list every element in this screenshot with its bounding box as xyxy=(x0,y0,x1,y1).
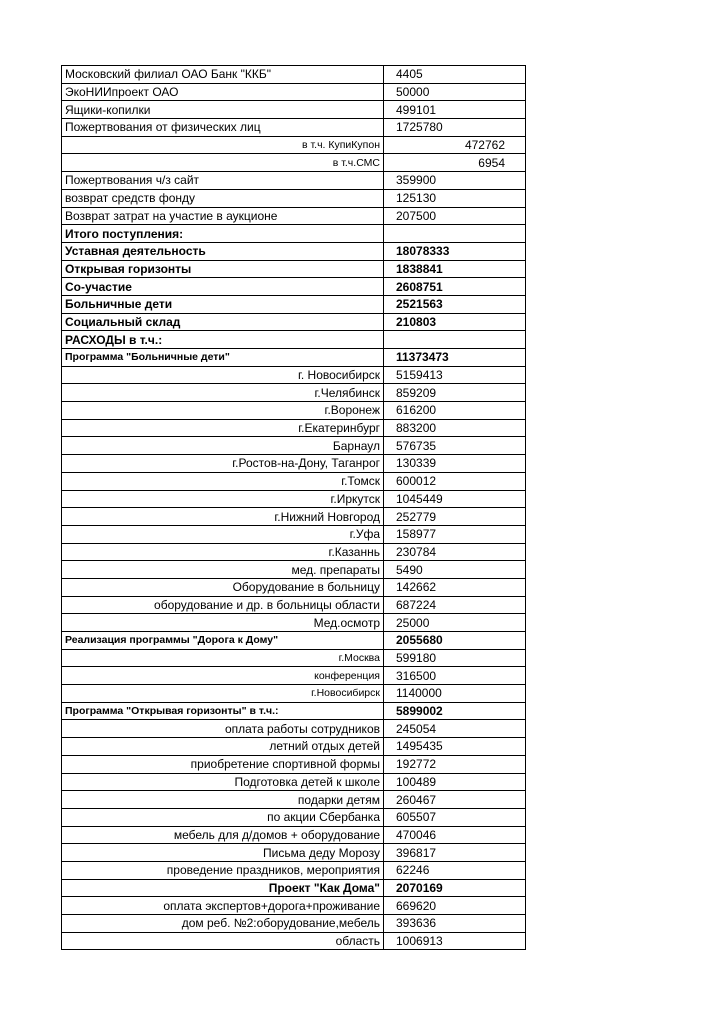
table-row xyxy=(62,101,526,119)
row-label: г.Москва xyxy=(62,649,384,667)
table-row xyxy=(62,278,526,296)
table-row xyxy=(62,632,526,650)
row-value: 192772 xyxy=(384,755,526,773)
row-value: 210803 xyxy=(384,313,526,331)
row-label: приобретение спортивной формы xyxy=(62,755,384,773)
row-label: г.Новосибирск xyxy=(62,685,384,703)
row-value: 230784 xyxy=(384,543,526,561)
row-value: 100489 xyxy=(384,773,526,791)
row-value: 25000 xyxy=(384,614,526,632)
row-value: 396817 xyxy=(384,844,526,862)
row-value: 470046 xyxy=(384,826,526,844)
row-label: Барнаул xyxy=(62,437,384,455)
table-row xyxy=(62,755,526,773)
table-row xyxy=(62,738,526,756)
row-value: 11373473 xyxy=(384,349,526,367)
table-row xyxy=(62,773,526,791)
row-label: Итого поступления: xyxy=(62,225,384,243)
row-label: г.Екатеринбург xyxy=(62,419,384,437)
row-label: оплата экспертов+дорога+проживание xyxy=(62,897,384,915)
row-label: Пожертвования ч/з сайт xyxy=(62,172,384,190)
table-row xyxy=(62,720,526,738)
row-value: 245054 xyxy=(384,720,526,738)
table-row xyxy=(62,932,526,950)
table-row xyxy=(62,844,526,862)
row-value: 252779 xyxy=(384,508,526,526)
row-label: Ящики-копилки xyxy=(62,101,384,119)
row-label: г.Ростов-на-Дону, Таганрог xyxy=(62,455,384,473)
row-label: в т.ч. КупиКупон xyxy=(62,136,384,154)
table-row xyxy=(62,649,526,667)
row-value: 5490 xyxy=(384,561,526,579)
row-value: 687224 xyxy=(384,596,526,614)
table-row xyxy=(62,861,526,879)
table-row xyxy=(62,207,526,225)
row-value: 158977 xyxy=(384,525,526,543)
row-label: г.Нижний Новгород xyxy=(62,508,384,526)
row-value: 125130 xyxy=(384,189,526,207)
table-row xyxy=(62,225,526,243)
row-value: 599180 xyxy=(384,649,526,667)
row-value: 1140000 xyxy=(384,685,526,703)
row-label: Больничные дети xyxy=(62,295,384,313)
table-row xyxy=(62,826,526,844)
row-value: 883200 xyxy=(384,419,526,437)
row-value: 1495435 xyxy=(384,738,526,756)
table-row xyxy=(62,437,526,455)
row-value: 669620 xyxy=(384,897,526,915)
table-row xyxy=(62,596,526,614)
row-label: дом реб. №2:оборудование,мебель xyxy=(62,915,384,933)
table-row xyxy=(62,791,526,809)
row-label: г.Уфа xyxy=(62,525,384,543)
row-label: г.Томск xyxy=(62,472,384,490)
table-row xyxy=(62,808,526,826)
row-value: 5159413 xyxy=(384,366,526,384)
row-label: ЭкоНИИпроект ОАО xyxy=(62,83,384,101)
report-table xyxy=(61,65,526,950)
row-value: 472762 xyxy=(384,136,526,154)
row-value: 130339 xyxy=(384,455,526,473)
table-row xyxy=(62,508,526,526)
row-label: г.Казаннь xyxy=(62,543,384,561)
row-value: 207500 xyxy=(384,207,526,225)
row-label: Реализация программы "Дорога к Дому" xyxy=(62,632,384,650)
row-label: РАСХОДЫ в т.ч.: xyxy=(62,331,384,349)
table-row xyxy=(62,119,526,137)
table-row xyxy=(62,614,526,632)
table-row xyxy=(62,349,526,367)
row-value: 1045449 xyxy=(384,490,526,508)
row-value: 4405 xyxy=(384,66,526,84)
row-value: 605507 xyxy=(384,808,526,826)
table-row xyxy=(62,578,526,596)
table-row xyxy=(62,455,526,473)
table-row xyxy=(62,561,526,579)
row-value: 499101 xyxy=(384,101,526,119)
table-row xyxy=(62,667,526,685)
table-row xyxy=(62,83,526,101)
row-label: проведение праздников, мероприятия xyxy=(62,861,384,879)
table-row xyxy=(62,242,526,260)
row-value: 2055680 xyxy=(384,632,526,650)
row-label: Проект "Как Дома" xyxy=(62,879,384,897)
row-value: 616200 xyxy=(384,402,526,420)
table-row xyxy=(62,313,526,331)
table-row xyxy=(62,543,526,561)
row-label: Подготовка детей к школе xyxy=(62,773,384,791)
row-value: 316500 xyxy=(384,667,526,685)
table-row xyxy=(62,879,526,897)
row-label: Письма деду Морозу xyxy=(62,844,384,862)
table-row xyxy=(62,897,526,915)
table-row xyxy=(62,366,526,384)
row-label: Московский филиал ОАО Банк "ККБ" xyxy=(62,66,384,84)
row-label: Оборудование в больницу xyxy=(62,578,384,596)
row-value: 576735 xyxy=(384,437,526,455)
row-label: Открывая горизонты xyxy=(62,260,384,278)
row-label: Пожертвования от физических лиц xyxy=(62,119,384,137)
table-row xyxy=(62,154,526,172)
row-label: возврат средств фонду xyxy=(62,189,384,207)
row-label: мед. препараты xyxy=(62,561,384,579)
table-row xyxy=(62,472,526,490)
table-row xyxy=(62,402,526,420)
row-value: 1006913 xyxy=(384,932,526,950)
table-row xyxy=(62,331,526,349)
table-row xyxy=(62,384,526,402)
row-label: г.Челябинск xyxy=(62,384,384,402)
table-row xyxy=(62,419,526,437)
row-value: 600012 xyxy=(384,472,526,490)
row-value: 393636 xyxy=(384,915,526,933)
row-label: г.Воронеж xyxy=(62,402,384,420)
row-label: Социальный склад xyxy=(62,313,384,331)
row-label: Возврат затрат на участие в аукционе xyxy=(62,207,384,225)
row-value xyxy=(384,331,526,349)
table-row xyxy=(62,260,526,278)
row-value: 1838841 xyxy=(384,260,526,278)
row-label: подарки детям xyxy=(62,791,384,809)
row-value: 5899002 xyxy=(384,702,526,720)
row-label: Программа "Открывая горизонты" в т.ч.: xyxy=(62,702,384,720)
row-label: в т.ч.СМС xyxy=(62,154,384,172)
row-label: Программа "Больничные дети" xyxy=(62,349,384,367)
row-value: 18078333 xyxy=(384,242,526,260)
row-value: 2608751 xyxy=(384,278,526,296)
row-value: 142662 xyxy=(384,578,526,596)
row-value: 260467 xyxy=(384,791,526,809)
row-value: 2521563 xyxy=(384,295,526,313)
row-value xyxy=(384,225,526,243)
table-row xyxy=(62,685,526,703)
row-label: г.Иркутск xyxy=(62,490,384,508)
row-label: г. Новосибирск xyxy=(62,366,384,384)
row-label: по акции Сбербанка xyxy=(62,808,384,826)
table-row xyxy=(62,525,526,543)
table-row xyxy=(62,66,526,84)
row-value: 50000 xyxy=(384,83,526,101)
table-row xyxy=(62,915,526,933)
row-label: Мед.осмотр xyxy=(62,614,384,632)
table-row xyxy=(62,295,526,313)
row-value: 1725780 xyxy=(384,119,526,137)
row-label: Уставная деятельность xyxy=(62,242,384,260)
report-table-body xyxy=(62,66,526,950)
row-value: 2070169 xyxy=(384,879,526,897)
row-label: оборудование и др. в больницы области xyxy=(62,596,384,614)
row-label: область xyxy=(62,932,384,950)
row-label: конференция xyxy=(62,667,384,685)
table-row xyxy=(62,189,526,207)
table-row xyxy=(62,490,526,508)
row-value: 62246 xyxy=(384,861,526,879)
row-label: Со-участие xyxy=(62,278,384,296)
row-label: мебель для д/домов + оборудование xyxy=(62,826,384,844)
row-label: оплата работы сотрудников xyxy=(62,720,384,738)
row-label: летний отдых детей xyxy=(62,738,384,756)
row-value: 359900 xyxy=(384,172,526,190)
table-row xyxy=(62,702,526,720)
row-value: 859209 xyxy=(384,384,526,402)
row-value: 6954 xyxy=(384,154,526,172)
table-row xyxy=(62,136,526,154)
table-row xyxy=(62,172,526,190)
